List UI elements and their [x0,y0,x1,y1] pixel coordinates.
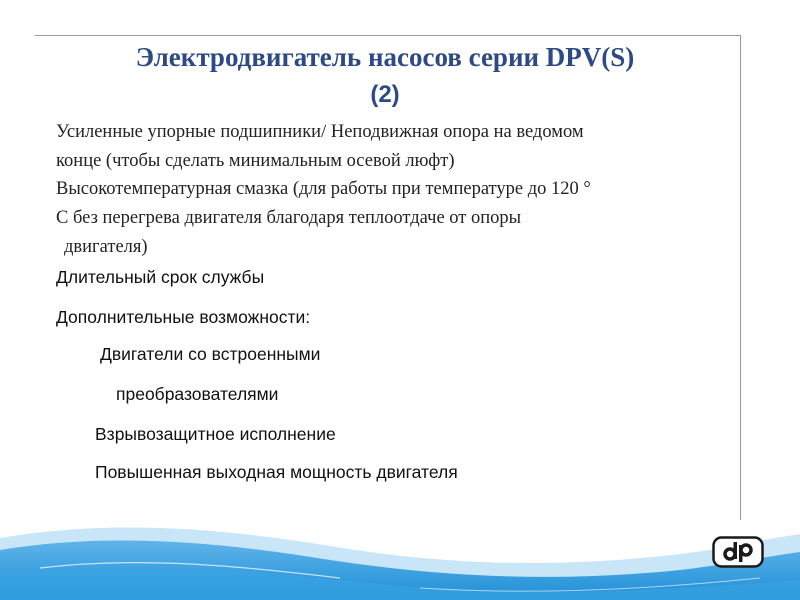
sub-item-3: Повышенная выходная мощность двигателя [95,462,458,482]
bullet-item-1-line-1: Усиленные упорные подшипники/ Неподвижная опора на ведомом [56,122,584,142]
sub-item-1-line-1: Двигатели со встроенными [100,344,321,364]
bullet-item-2-line-3: двигателя) [64,237,148,257]
footer-wave [0,508,800,600]
bullet-item-4: Дополнительные возможности: [56,307,311,327]
slide-title-line2: (2) [370,81,400,108]
slide-title [40,38,730,114]
bullet-item-3: Длительный срок службы [56,267,265,287]
bullet-item-1-line-2: конце (чтобы сделать минимальным осевой люфт) [56,151,455,171]
sub-item-2: Взрывозащитное исполнение [95,424,336,444]
dp-logo-icon [712,536,764,568]
top-divider [35,35,740,36]
bullet-item-2-line-1: Высокотемпературная смазка (для работы при температуре до 120 ° [56,179,591,199]
bullet-item-2-line-2: С без перегрева двигателя благодаря теплоотдаче от опоры [56,208,522,228]
right-divider [740,35,741,520]
slide-title-line1: Электродвигатель насосов серии DPV(S) [135,42,635,72]
sub-item-1-line-2: преобразователями [116,384,279,404]
